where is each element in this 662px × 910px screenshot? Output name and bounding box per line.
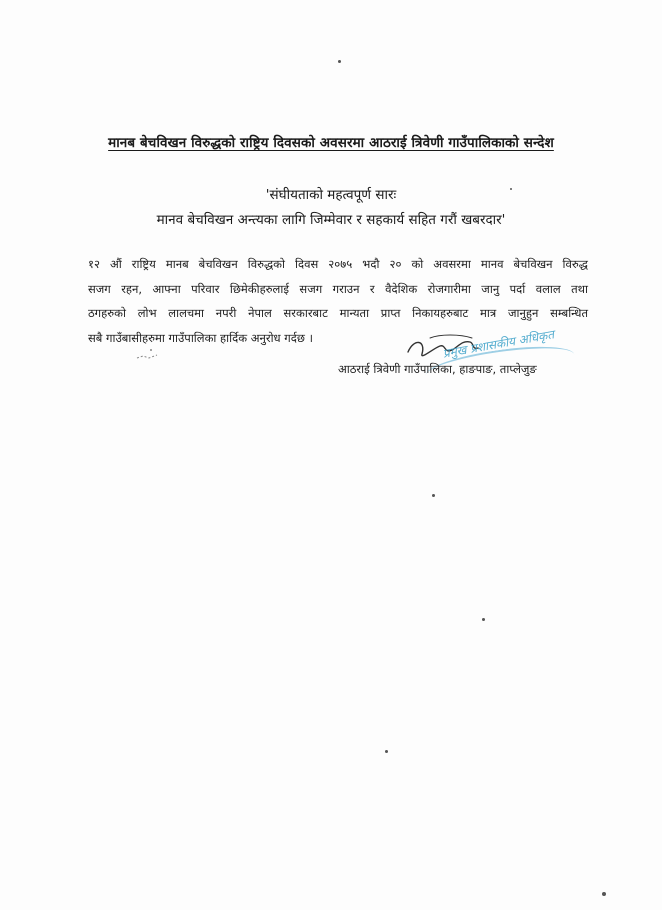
scan-mark-icon xyxy=(135,348,161,362)
office-address: आठराई त्रिवेणी गाउँपालिका, हाङपाङ, ताप्लेजुङ xyxy=(338,362,537,376)
body-line-1: १२ औं राष्ट्रिय मानब बेचविखन विरुद्धको दिवस २०७५ भदौ २० को अवसरमा मानव बेचविखन विरुद्ध xyxy=(88,257,588,271)
scan-speck xyxy=(602,892,606,896)
scan-speck xyxy=(338,60,341,63)
body-line-3: ठगहरुको लोभ लालचमा नपरी नेपाल सरकारबाट मान्यता प्राप्त निकायहरुबाट मात्र जानुहुन सम्बन्धित xyxy=(88,306,588,320)
scan-speck xyxy=(432,494,435,497)
official-stamp: प्रमुख प्रशासकीय अधिकृत xyxy=(441,327,556,361)
document-heading: मानब बेचविखन विरुद्धको राष्ट्रिय दिवसको अवसरमा आठराई त्रिवेणी गाउँपालिकाको सन्देश xyxy=(108,135,554,151)
scan-speck xyxy=(482,618,485,621)
scan-speck xyxy=(385,750,388,753)
body-line-4: सबै गाउँबासीहरुमा गाउँपालिका हार्दिक अनुरोध गर्दछ । xyxy=(88,330,313,345)
slogan-line-2: मानव बेचविखन अन्त्यका लागि जिम्मेवार र सहकार्य सहित गरौं खबरदार' xyxy=(156,212,506,228)
slogan-line-1: 'संघीयताको महत्वपूर्ण सारः xyxy=(265,187,397,203)
scan-speck xyxy=(510,188,512,190)
body-line-2: सजग रहन, आफ्ना परिवार छिमेकीहरुलाई सजग गराउन र वैदेशिक रोजगारीमा जानु पर्दा वलाल तथा xyxy=(88,281,588,296)
